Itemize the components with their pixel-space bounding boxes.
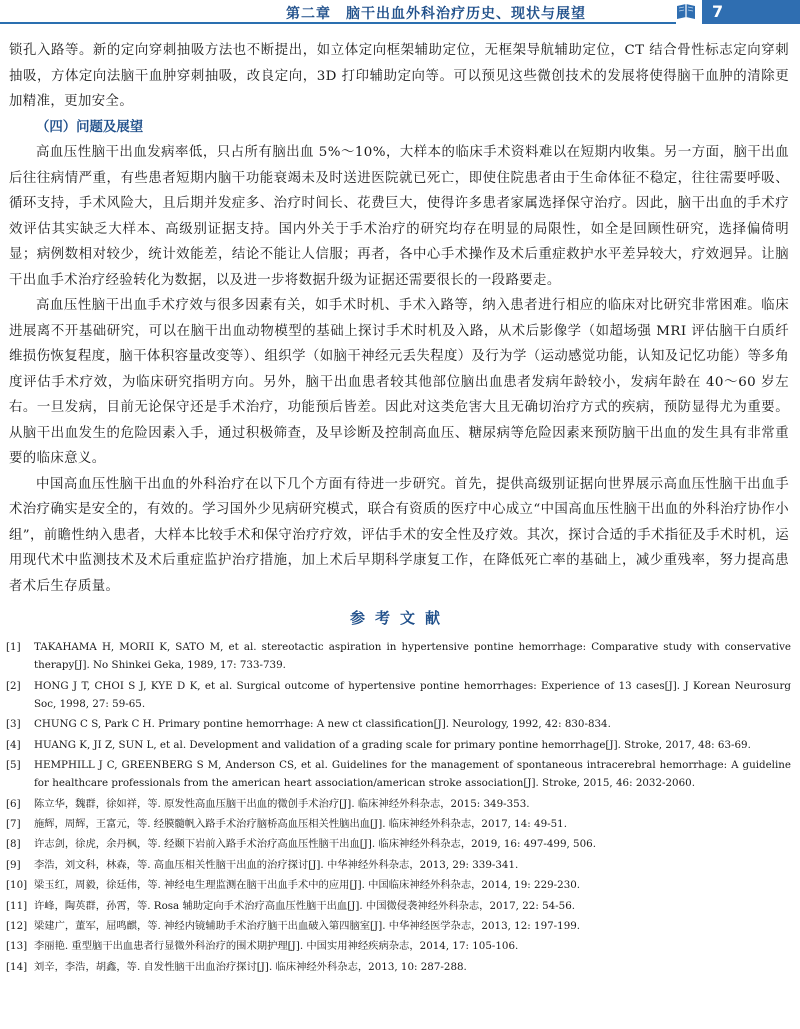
reference-item xyxy=(6,876,791,894)
reference-text: 刘辛，李浩，胡鑫，等. 自发性脑干出血治疗探讨[J]. 临床神经外科杂志，2013, 10: 287-288. xyxy=(34,960,467,973)
reference-text: 许志剑，徐虎，余丹枫，等. 经颞下岩前入路手术治疗高血压性脑干出血[J]. 临床神经外科杂志，2019, 16: 497-499, 506. xyxy=(34,838,596,851)
reference-item xyxy=(6,795,791,813)
reference-item xyxy=(6,835,791,853)
reference-number: [6] xyxy=(6,797,21,810)
reference-item xyxy=(6,638,791,674)
reference-text: CHUNG C S, Park C H. Primary pontine hemorrhage: A new ct classification[J]. Neurology, 1992, 42: 830-834. xyxy=(34,718,611,731)
reference-number: [13] xyxy=(6,940,28,953)
reference-number: [11] xyxy=(6,899,28,912)
reference-number: [10] xyxy=(6,879,28,892)
reference-number: [4] xyxy=(6,738,21,751)
reference-text: 陈立华，魏群，徐如祥，等. 原发性高血压脑干出血的微创手术治疗[J]. 临床神经外科杂志，2015: 349-353. xyxy=(34,797,530,810)
reference-number: [8] xyxy=(6,838,21,851)
reference-number: [14] xyxy=(6,960,28,973)
reference-number: [1] xyxy=(6,641,21,653)
reference-item xyxy=(6,677,791,713)
reference-text: HONG J T, CHOI S J, KYE D K, et al. Surgical outcome of hypertensive pontine hemorrhages: Experience of 13 cases[J]. J Korean Neurosurg Soc, 1998, 27: 59-65. xyxy=(34,679,791,710)
reference-item xyxy=(6,937,791,955)
reference-item xyxy=(6,715,791,733)
reference-item xyxy=(6,897,791,915)
reference-item xyxy=(6,917,791,935)
header-rule xyxy=(0,22,676,24)
reference-number: [2] xyxy=(6,679,21,692)
reference-text: 梁建广，董军，屈鸣麒，等. 神经内镜辅助手术治疗脑干出血破入第四脑室[J]. 中华神经医学杂志，2013, 12: 197-199. xyxy=(34,919,581,932)
page-header xyxy=(0,0,800,24)
reference-text: TAKAHAMA H, MORII K, SATO M, et al. stereotactic aspiration in hypertensive pontine hemorrhage: Comparative study with conservative therapy[J]. No Shinkei Geka, 1989, 17: 733-739. xyxy=(34,641,791,672)
page-number-box xyxy=(702,0,800,24)
section-heading: （四）问题及展望 xyxy=(36,119,144,135)
book-icon xyxy=(676,3,696,21)
reference-text: 施辉，周辉，王富元，等. 经膜髓帆入路手术治疗脑桥高血压相关性脑出血[J]. 临床神经外科杂志，2017, 14: 49-51. xyxy=(34,817,567,830)
reference-text: HEMPHILL J C, GREENBERG S M, Anderson CS, et al. Guidelines for the management of spontaneous intracerebral hemorrhage: A guideline for healthcare professionals from the american heart association/american stroke association[J]. Stroke, 2015, 46: 2032-2060. xyxy=(34,758,791,790)
reference-number: [3] xyxy=(6,718,21,731)
reference-text: HUANG K, JI Z, SUN L, et al. Development and validation of a grading scale for primary pontine hemorrhage[J]. Stroke, 2017, 48: 63-69. xyxy=(34,738,751,751)
chapter-title: 第二章 脑干出血外科治疗历史、现状与展望 xyxy=(286,6,586,22)
reference-text: 李丽艳. 重型脑干出血患者行显微外科治疗的围术期护理[J]. 中国实用神经疾病杂志，2014, 17: 105-106. xyxy=(34,940,519,953)
reference-item xyxy=(6,815,791,833)
reference-item xyxy=(6,736,791,754)
reference-text: 李浩，刘文科，林森，等. 高血压相关性脑干出血的治疗探讨[J]. 中华神经外科杂志，2013, 29: 339-341. xyxy=(34,858,519,871)
paragraph: 锁孔入路等。新的定向穿刺抽吸方法也不断提出，如立体定向框架辅助定位，无框架导航辅助定位，CT 结合骨性标志定向穿刺抽吸，方体定向法脑干血肿穿刺抽吸，改良定向，3D 打印辅助定向等。可以预见这些微创技术的发展将使得脑干血肿的清除更加精准，更加安全。 xyxy=(9,43,789,109)
reference-item xyxy=(6,958,791,976)
reference-list xyxy=(6,638,791,978)
page-number: 7 xyxy=(712,2,724,21)
reference-number: [9] xyxy=(6,858,21,871)
reference-item xyxy=(6,856,791,874)
reference-number: [5] xyxy=(6,758,21,771)
paragraph: 高血压性脑干出血手术疗效与很多因素有关，如手术时机、手术入路等，纳入患者进行相应的临床对比研究非常困难。临床进展离不开基础研究，可以在脑干出血动物模型的基础上探讨手术时机及入路，从术后影像学（如超场强 MRI 评估脑干白质纤维损伤恢复程度，脑干体积容量改变等）、组织学（如脑干神经元丢失程度）及行为学（运动感觉功能，认知及记忆功能）等多角度评估手术疗效，为临床研究指明方向。另外，脑干出血患者较其他部位脑出血患者发病年龄较小，发病年龄在 40～60 岁左右。一旦发病，目前无论保守还是手术治疗，功能预后皆差。因此对这类危害大且无确切治疗方式的疾病，预防显得尤为重要。从脑干出血发生的危险因素入手，通过积极筛查，及早诊断及控制高血压、糖尿病等危险因素来预防脑干出血的发生具有非常重要的临床意义。 xyxy=(9,298,789,466)
paragraph: 中国高血压性脑干出血的外科治疗在以下几个方面有待进一步研究。首先，提供高级别证据向世界展示高血压性脑干出血手术治疗确实是安全的，有效的。学习国外少见病研究模式，联合有资质的医疗中心成立“中国高血压性脑干出血的外科治疗协作小组”，前瞻性纳入患者，大样本比较手术和保守治疗疗效，评估手术的安全性及疗效。其次，探讨合适的手术指征及手术时机，运用现代术中监测技术及术后重症监护治疗措施，加上术后早期科学康复工作，在降低死亡率的基础上，减少重残率，努力提高患者术后生存质量。 xyxy=(9,476,789,594)
reference-text: 许峰，陶英群，孙霄，等. Rosa 辅助定向手术治疗高血压性脑干出血[J]. 中国微侵袭神经外科杂志，2017, 22: 54-56. xyxy=(34,899,576,912)
paragraph: 高血压性脑干出血发病率低，只占所有脑出血 5%～10%，大样本的临床手术资料难以在短期内收集。另一方面，脑干出血后往往病情严重，有些患者短期内脑干功能衰竭未及时送进医院就已死亡，即使住院患者由于生命体征不稳定，往往需要呼吸、循环支持，手术风险大，且后期并发症多、治疗时间长、花费巨大，使得许多患者家属选择保守治疗。因此，脑干出血的手术疗效评估其实缺乏大样本、高级别证据支持。国内外关于手术治疗的研究均存在明显的局限性，如全是回顾性研究，选择偏倚明显；病例数相对较少，统计效能差，结论不能让人信服；再者，各中心手术操作及术后重症救护水平差异较大，疗效迥异。让脑干出血手术治疗经验转化为数据，以及进一步将数据升级为证据还需要很长的一段路要走。 xyxy=(9,145,789,288)
reference-number: [12] xyxy=(6,919,28,932)
references-title: 参考文献 xyxy=(349,609,450,627)
reference-number: [7] xyxy=(6,817,21,830)
body-text xyxy=(9,38,789,599)
reference-text: 梁玉红，周毅，徐廷伟，等. 神经电生理监测在脑干出血手术中的应用[J]. 中国临床神经外科杂志，2014, 19: 229-230. xyxy=(34,879,581,892)
reference-item xyxy=(6,756,791,792)
